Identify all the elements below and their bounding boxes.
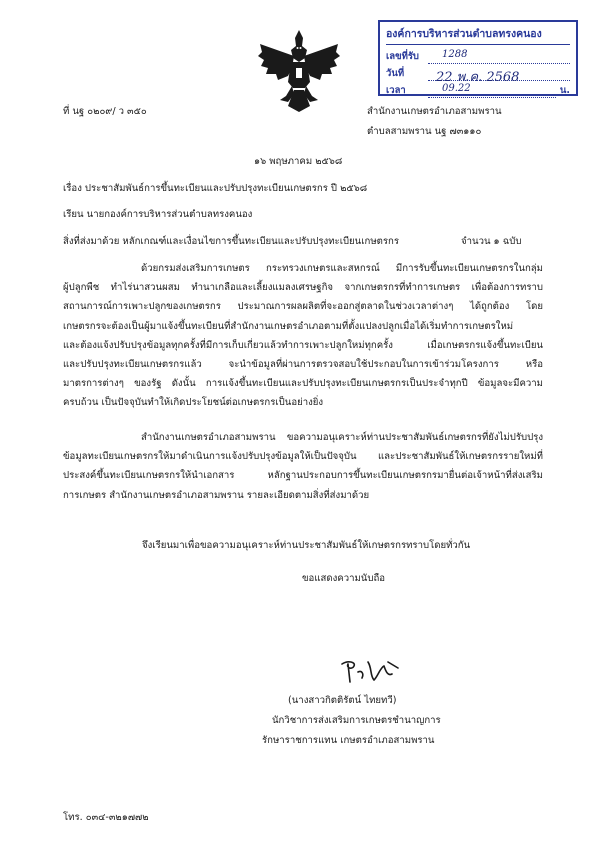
stamp-label: เลขที่รับ — [386, 51, 419, 62]
stamp-unit: น. — [559, 85, 570, 96]
paragraph-line: ประสงค์ขึ้นทะเบียนเกษตรกรให้นำเอกสาร หลักฐานประกอบการขึ้นทะเบียนเกษตรกรมายื่นต่อเจ้าหน้าที่ส่งเสริม — [63, 470, 543, 482]
signer-name: (นางสาวกิตติรัตน์ ไทยทวี) — [288, 695, 397, 706]
paragraph-line: สถานการณ์การเพาะปลูกของเกษตรกร ประมาณการผลผลิตที่จะออกสู่ตลาดในช่วงเวลาต่างๆ ได้ถูกต้อง โดย — [63, 301, 543, 313]
stamp-row-date — [386, 64, 570, 85]
paragraph-line: ครบถ้วน เป็นปัจจุบันทำให้เกิดประโยชน์ต่อเกษตรกรเป็นอย่างยิ่ง — [63, 397, 324, 409]
paragraph-line: และต้องแจ้งปรับปรุงข้อมูลทุกครั้งที่มีการเก็บเกี่ยวแล้วทำการเพาะปลูกใหม่ทุกครั้ง เมื่อเกษตรกรแจ้งขึ้นทะเบียน — [63, 339, 543, 351]
receiving-stamp — [378, 20, 578, 96]
subject-line: เรื่อง ประชาสัมพันธ์การขึ้นทะเบียนและปรับปรุงทะเบียนเกษตรกร ปี ๒๕๖๘ — [63, 183, 368, 194]
paragraph-line: เกษตรกรจะต้องเป็นผู้มาแจ้งขึ้นทะเบียนที่สำนักงานเกษตรอำเภอตามที่ตั้งแปลงปลูกเมื่อได้เริ่มทำการเกษตรใหม่ — [63, 320, 514, 332]
stamp-row-time — [386, 81, 570, 98]
attachment-line: สิ่งที่ส่งมาด้วย หลักเกณฑ์และเงื่อนไขการขึ้นทะเบียนและปรับปรุงทะเบียนเกษตรกร — [63, 236, 399, 247]
attachment-count: จำนวน ๑ ฉบับ — [461, 236, 522, 247]
recipient-line: เรียน นายกองค์การบริหารส่วนตำบลทรงคนอง — [63, 209, 253, 220]
body-paragraph-1 — [63, 259, 543, 413]
stamp-value: 09.22 — [428, 83, 556, 98]
signer-acting-position: รักษาราชการแทน เกษตรอำเภอสามพราน — [262, 735, 435, 746]
paragraph-line: มาตรการต่างๆ ของรัฐ ดังนั้น การแจ้งขึ้นทะเบียนและปรับปรุงทะเบียนเกษตรกรเป็นประจำทุกปี ข้อมูลจะมีความ — [63, 378, 543, 390]
stamp-title: องค์การบริหารส่วนตำบลทรงคนอง — [386, 25, 570, 45]
paragraph-line: ผู้ปลูกพืช ทำไร่นาสวนผสม ทำนาเกลือและเลี้ยงแมลงเศรษฐกิจ จากเกษตรกรที่ทำการเกษตร เพื่อต้องการทราบ — [63, 282, 543, 294]
document-date: ๑๖ พฤษภาคม ๒๕๖๘ — [254, 156, 343, 167]
paragraph-line: ข้อมูลทะเบียนเกษตรกรให้มาดำเนินการแจ้งปรับปรุงข้อมูลให้เป็นปัจจุบัน และประชาสัมพันธ์ให้เกษตรกรรายใหม่ที่ — [63, 451, 543, 463]
garuda-emblem-icon — [258, 26, 340, 112]
office-address: ตำบลสามพราน นฐ ๗๓๑๑๐ — [367, 126, 482, 137]
regards-line: ขอแสดงความนับถือ — [302, 573, 386, 584]
handwritten-signature — [338, 658, 408, 686]
body-paragraph-2 — [63, 428, 543, 505]
stamp-value: 1288 — [428, 49, 570, 64]
stamp-label: วันที่ — [386, 68, 405, 79]
paragraph-line: สำนักงานเกษตรอำเภอสามพราน ขอความอนุเคราะห์ท่านประชาสัมพันธ์เกษตรกรที่ยังไม่ปรับปรุง — [141, 432, 543, 443]
paragraph-line: ด้วยกรมส่งเสริมการเกษตร กระทรวงเกษตรและสหกรณ์ มีการรับขึ้นทะเบียนเกษตรกรในกลุ่ม — [141, 263, 543, 274]
phone-number: โทร. ๐๓๔-๓๒๑๗๗๒ — [63, 812, 149, 823]
paragraph-line: และปรับปรุงทะเบียนเกษตรกรแล้ว จะนำข้อมูลที่ผ่านการตรวจสอบใช้ประกอบในการเข้าร่วมโครงการ หรือ — [63, 359, 543, 371]
signer-position: นักวิชาการส่งเสริมการเกษตรชำนาญการ — [272, 715, 441, 726]
document-number: ที่ นฐ ๐๒๐๙/ ว ๓๕๐ — [63, 106, 147, 117]
stamp-value: 22 พ.ค. 2568 — [428, 66, 570, 81]
closing-request: จึงเรียนมาเพื่อขอความอนุเคราะห์ท่านประชาสัมพันธ์ให้เกษตรกรทราบโดยทั่วกัน — [142, 540, 471, 551]
office-name: สำนักงานเกษตรอำเภอสามพราน — [367, 106, 502, 117]
stamp-label: เวลา — [386, 85, 406, 96]
stamp-row-receipt-no — [386, 47, 570, 64]
paragraph-line: การเกษตร สำนักงานเกษตรอำเภอสามพราน รายละเอียดตามสิ่งที่ส่งมาด้วย — [63, 489, 370, 501]
